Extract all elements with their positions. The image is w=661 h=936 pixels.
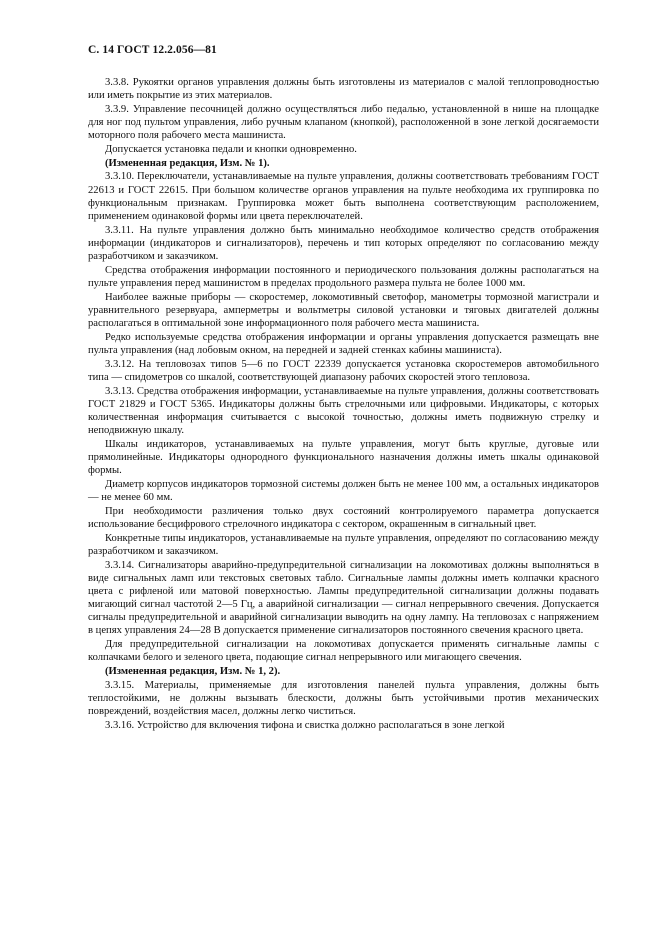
paragraph: Шкалы индикаторов, устанавливаемых на пульте управления, могут быть круглые, дуговые или прямолинейные. Индикаторы однородного функционального назначения должны иметь шкалы одинаковой формы. bbox=[88, 438, 599, 477]
paragraph: 3.3.11. На пульте управления должно быть минимально необходимое количество средств отображения информации (индикаторов и сигнализаторов), перечень и тип которых определяют по согласованию между разработчиком и заказчиком. bbox=[88, 224, 599, 262]
paragraph: Конкретные типы индикаторов, устанавливаемые на пульте управления, определяют по согласованию между разработчиком и заказчиком. bbox=[88, 532, 599, 557]
paragraph: 3.3.13. Средства отображения информации, устанавливаемые на пульте управления, должны соответствовать ГОСТ 21829 и ГОСТ 5365. Индикаторы должны быть стрелочными или цифровыми. Индикаторы, с которых количественная информация считывается с высокой точностью, должны иметь подвижную стрелку и неподвижную шкалу. bbox=[88, 385, 599, 436]
document-body bbox=[88, 76, 599, 733]
paragraph: 3.3.12. На тепловозах типов 5—6 по ГОСТ 22339 допускается установка скоростемеров автомобильного типа — спидометров со шкалой, соответствующей диапазону рабочих скоростей этого тепловоза. bbox=[88, 358, 599, 383]
paragraph: Допускается установка педали и кнопки одновременно. bbox=[105, 143, 357, 155]
amendment-note: (Измененная редакция, Изм. № 1, 2). bbox=[105, 665, 281, 677]
paragraph: 3.3.9. Управление песочницей должно осуществляться либо педалью, установленной в нише на площадке для ног под пультом управления, либо ручным клапаном (кнопкой), расположенной в зоне легкой досягаемости моторного поля рабочего места машиниста. bbox=[88, 103, 599, 142]
paragraph: Для предупредительной сигнализации на локомотивах допускается применять сигнальные лампы с колпачками белого и зеленого цвета, подающие сигнал непрерывного или мигающего свечения. bbox=[88, 639, 599, 664]
paragraph: Диаметр корпусов индикаторов тормозной системы должен быть не менее 100 мм, а остальных индикаторов — не менее 60 мм. bbox=[88, 478, 599, 503]
paragraph: 3.3.16. Устройство для включения тифона и свистка должно располагаться в зоне легкой bbox=[105, 719, 505, 731]
paragraph: 3.3.8. Рукоятки органов управления должны быть изготовлены из материалов с малой теплопроводностью или иметь покрытие из этих материалов. bbox=[88, 77, 599, 102]
amendment-note: (Измененная редакция, Изм. № 1). bbox=[105, 157, 270, 169]
page-header: С. 14 ГОСТ 12.2.056—81 bbox=[88, 44, 217, 56]
paragraph: При необходимости различения только двух состояний контролируемого параметра допускается использование бесцифрового стрелочного индикатора с сектором, окрашенным в сигнальный цвет. bbox=[88, 505, 599, 530]
paragraph: 3.3.15. Материалы, применяемые для изготовления панелей пульта управления, должны быть теплостойкими, не должны вызывать блескости, должны быть устойчивыми против механических повреждений, воздействия масел, должны легко чиститься. bbox=[88, 679, 599, 718]
paragraph: Редко используемые средства отображения информации и органы управления допускается размещать вне пульта управления (над лобовым окном, на передней и задней стенках кабины машиниста). bbox=[88, 331, 599, 356]
paragraph: 3.3.14. Сигнализаторы аварийно-предупредительной сигнализации на локомотивах должны выполняться в виде сигнальных ламп или текстовых световых табло. Сигнальные лампы должны иметь колпачки красного цвета с рифленой или матовой поверхностью. Лампы предупредительной сигнализации должны подавать мигающий сигнал частотой 2—5 Гц, а аварийной сигнализации — сигнал непрерывного свечения. Допускается сигналы предупредительной и аварийной сигнализации выводить на одну лампу. На тепловозах с напряжением в цепях управления 24—28 В допускается применение сигнализаторов постоянного свечения красного цвета. bbox=[88, 559, 599, 637]
paragraph: Средства отображения информации постоянного и периодического пользования должны располагаться на пульте управления перед машинистом в пределах продольного размера пульта не более 1000 мм. bbox=[88, 264, 599, 289]
paragraph: Наиболее важные приборы — скоростемер, локомотивный светофор, манометры тормозной магистрали и уравнительного резервуара, амперметры и вольтметры силовой установки и тяговых двигателей должны располагаться в оптимальной зоне информационного поля рабочего места машиниста. bbox=[88, 291, 599, 329]
paragraph: 3.3.10. Переключатели, устанавливаемые на пульте управления, должны соответствовать требованиям ГОСТ 22613 и ГОСТ 22615. При большом количестве органов управления на пульте необходима их группировка по функциональным признакам. Группировка может быть выполнена соответствующим расположением, применением одинаковой формы или цвета переключателей. bbox=[88, 171, 599, 222]
